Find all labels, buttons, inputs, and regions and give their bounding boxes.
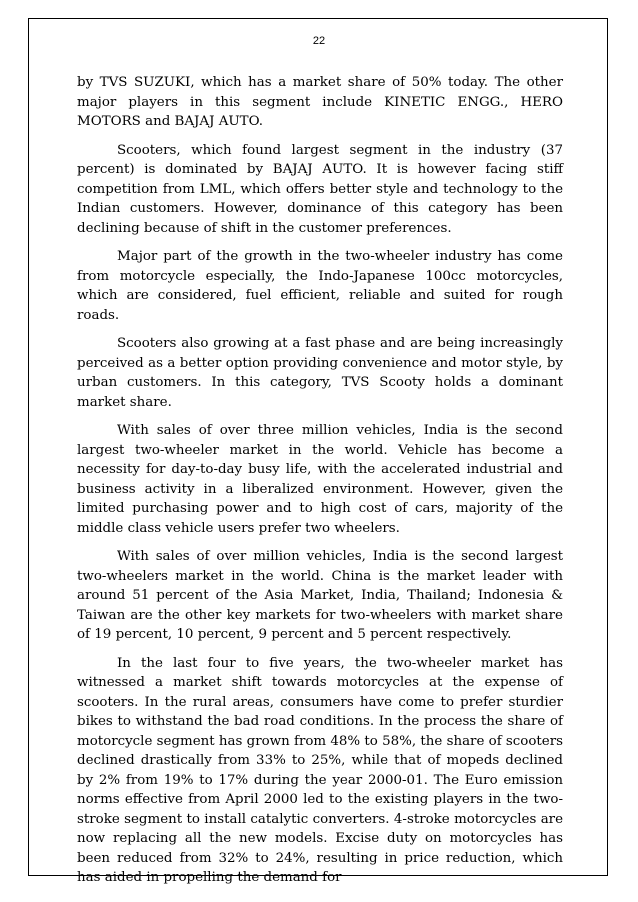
paragraph-scooters-growing: Scooters also growing at a fast phase and are being increasingly perceived as a better option providing convenience and motor style, by urban customers. In this category, TVS Scooty holds a dominant market share.	[77, 336, 563, 410]
document-body	[77, 73, 563, 897]
paragraph-continuation: by TVS SUZUKI, which has a market share of 50% today. The other major players in this segment include KINETIC ENGG., HERO MOTORS and BAJAJ AUTO.	[77, 75, 563, 129]
paragraph-india-market-share: With sales of over million vehicles, India is the second largest two-wheelers market in the world. China is the market leader with around 51 percent of the Asia Market, India, Thailand; Indonesia & Taiwan are the other key markets for two-wheelers with market share of 19 percent, 10 percent, 9 percent and 5 percent respectively.	[77, 549, 563, 642]
paragraph-india-three-million: With sales of over three million vehicles, India is the second largest two-wheeler market in the world. Vehicle has become a necessity for day-to-day busy life, with the accelerated industrial and business activity in a liberalized environment. However, given the limited purchasing power and to high cost of cars, majority of the middle class vehicle users prefer two wheelers.	[77, 423, 563, 536]
paragraph-motorcycle-growth: Major part of the growth in the two-wheeler industry has come from motorcycle especially, the Indo-Japanese 100cc motorcycles, which are considered, fuel efficient, reliable and suited for rough roads.	[77, 249, 563, 323]
paragraph-scooters-segment: Scooters, which found largest segment in the industry (37 percent) is dominated by BAJAJ AUTO. It is however facing stiff competition from LML, which offers better style and technology to the Indian customers. However, dominance of this category has been declining because of shift in the customer preferences.	[77, 142, 563, 236]
paragraph-market-shift: In the last four to five years, the two-wheeler market has witnessed a market shift towards motorcycles at the expense of scooters. In the rural areas, consumers have come to prefer sturdier bikes to withstand the bad road conditions. In the process the share of motorcycle segment has grown from 48% to 58%, the share of scooters declined drastically from 33% to 25%, while that of mopeds declined by 2% from 19% to 17% during the year 2000-01. The Euro emission norms effective from April 2000 led to the existing players in the two-stroke segment to install catalytic converters. 4-stroke motorcycles are now replacing all the new models. Excise duty on motorcycles has been reduced from 32% to 24%, resulting in price reduction, which has aided in propelling the demand for	[77, 655, 563, 885]
page-number: 22	[312, 35, 326, 47]
